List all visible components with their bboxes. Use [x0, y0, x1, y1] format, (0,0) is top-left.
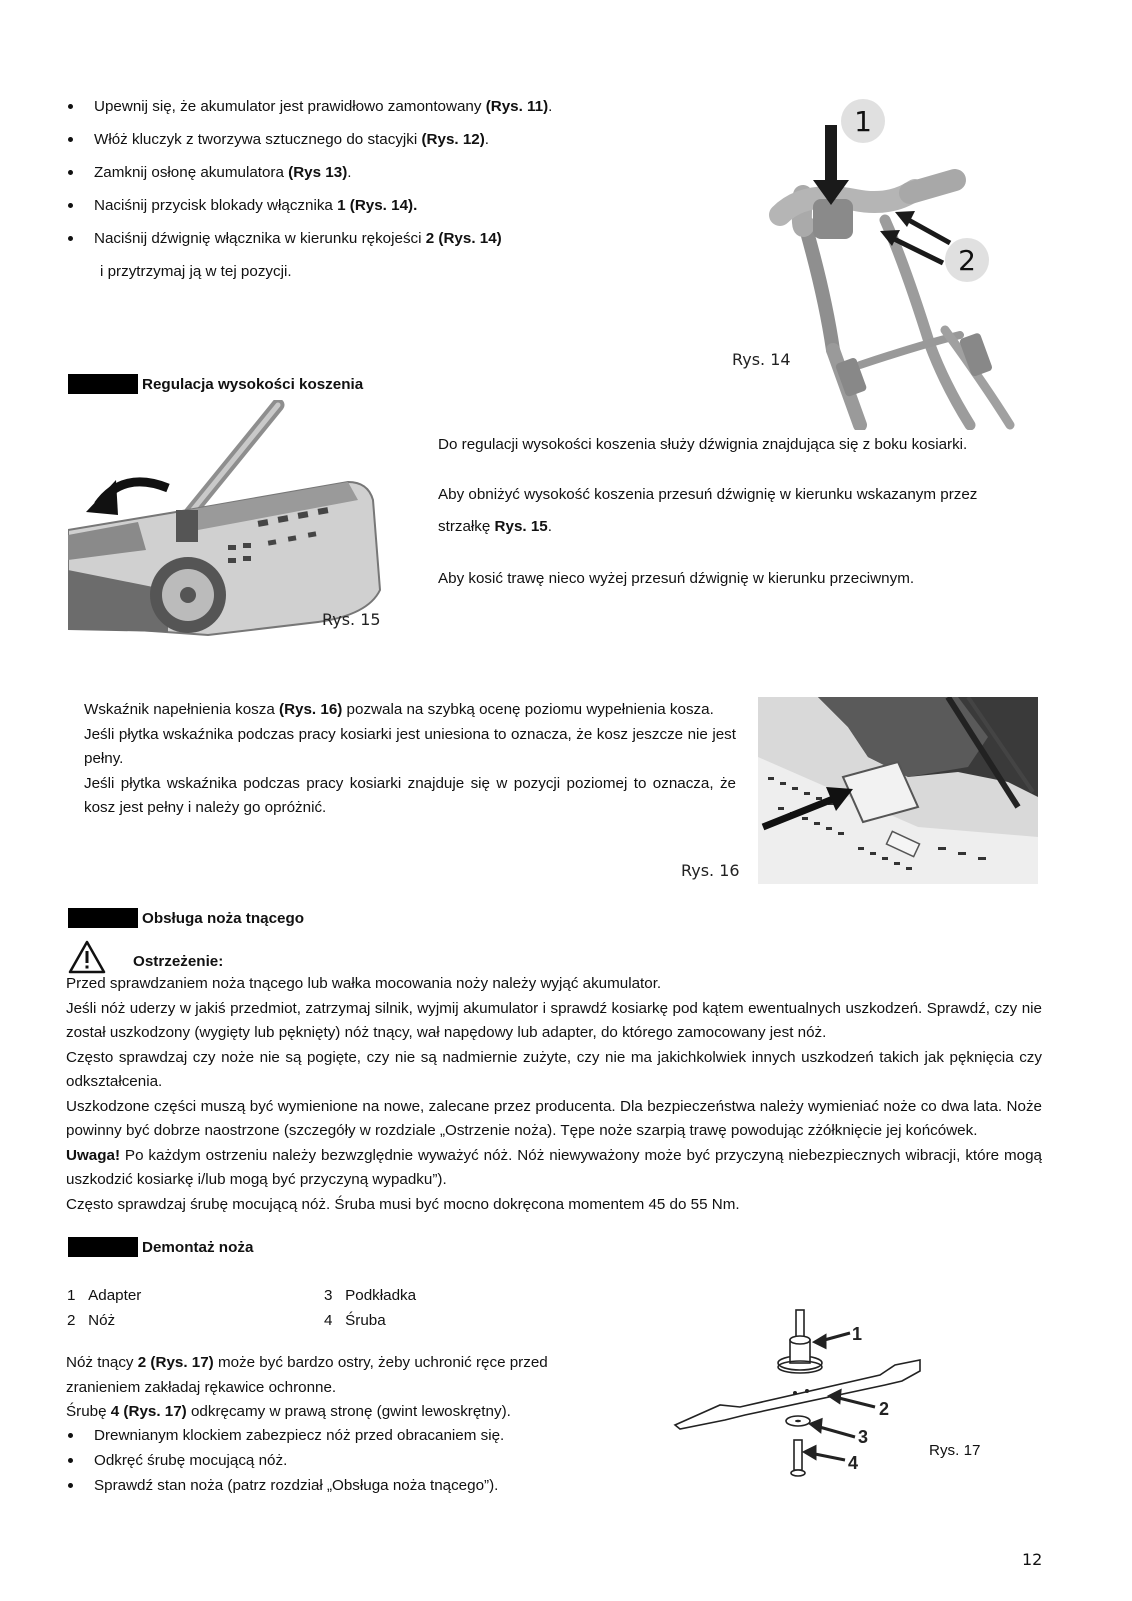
bullet-dot-icon	[68, 1433, 73, 1438]
part-number: 4	[324, 1312, 333, 1329]
text: Wskaźnik napełnienia kosza	[84, 701, 280, 718]
page-number: 12	[1022, 1550, 1043, 1569]
text: Po każdym ostrzeniu należy bezwzględnie wyważyć nóż. Nóż niewyważony może być przyczyną niebezpiecznych wibracji, które mogą uszkodzić kosiarkę i/lub mogą być przyczyną wypadku”).	[66, 1146, 1042, 1188]
figure-ref: 2 (Rys. 17)	[137, 1354, 214, 1371]
removal-paragraph-2	[66, 1400, 566, 1425]
part-name: Adapter	[88, 1287, 142, 1304]
handle-figure	[745, 95, 1045, 430]
bullet-text: Włóż kluczyk z tworzywa sztucznego do stacyjki	[94, 131, 422, 148]
grass-bag-indicator-figure	[758, 697, 1038, 884]
bullet-text-end: .	[484, 131, 490, 148]
section-title: Demontaż noża	[142, 1238, 254, 1256]
text: odkręcamy w prawą stronę (gwint lewoskrętny).	[186, 1403, 511, 1420]
indicator-paragraph	[84, 698, 736, 821]
figure-17-caption: Rys. 17	[929, 1442, 981, 1459]
figure-ref: (Rys. 16)	[279, 701, 343, 718]
callout-1-label: 1	[852, 1324, 863, 1344]
figure-14-caption: Rys. 14	[732, 350, 791, 369]
bullet-text: Upewnij się, że akumulator jest prawidłowo zamontowany	[94, 98, 486, 115]
bullet-text-end: .	[548, 98, 553, 115]
bullet-text: Naciśnij przycisk blokady włącznika	[94, 197, 338, 214]
bullet-continuation: i przytrzymaj ją w tej pozycji.	[100, 263, 292, 280]
height-paragraph-3: Aby kosić trawę nieco wyżej przesuń dźwignię w kierunku przeciwnym.	[438, 570, 915, 587]
text: .	[547, 518, 552, 535]
height-paragraph-1: Do regulacji wysokości koszenia służy dźwignia znajdująca się z boku kosiarki.	[438, 436, 968, 453]
text: może być bardzo ostry, żeby uchronić ręce przed zranieniem zakładaj rękawice ochronne.	[66, 1354, 548, 1396]
section-bar	[68, 1237, 138, 1257]
bullet-item	[68, 222, 552, 255]
bullet-text-end: .	[347, 164, 352, 181]
blade-paragraph-2: Jeśli nóż uderzy w jakiś przedmiot, zatrzymaj silnik, wyjmij akumulator i sprawdź kosiarkę pod kątem ewentualnych uszkodzeń. Sprawdź, czy nie został uszkodzony (wygięty lub pęknięty) nóż tnący, wał napędowy lub adapter, do którego zamocowany jest nóż.	[66, 999, 1042, 1041]
part-item	[67, 1308, 115, 1333]
part-name: Nóż	[88, 1312, 116, 1329]
removal-bullet-list	[68, 1423, 504, 1498]
removal-paragraph-1	[66, 1351, 566, 1400]
bullet-text: Naciśnij dźwignię włącznika w kierunku rękojeści	[94, 230, 426, 247]
section-bar	[68, 908, 138, 928]
part-name: Śruba	[345, 1312, 386, 1329]
note-label: Uwaga!	[66, 1146, 121, 1164]
bullet-dot-icon	[68, 137, 73, 142]
figure-15-caption: Rys. 15	[322, 610, 381, 629]
figure-ref: 1 (Rys. 14).	[337, 197, 418, 214]
section-heading-height	[68, 374, 363, 394]
figure-16-caption: Rys. 16	[681, 861, 740, 880]
switch-box	[813, 199, 853, 239]
figure-ref: 4 (Rys. 17)	[110, 1403, 187, 1420]
bullet-item	[68, 189, 552, 222]
callout-2-label: 2	[879, 1399, 890, 1419]
part-number: 2	[67, 1312, 76, 1329]
blade-paragraph-3: Często sprawdzaj czy noże nie są pogięte, czy nie są nadmiernie zużyte, czy nie ma jakichkolwiek innych uszkodzeń takich jak pęknięcia czy odkształcenia.	[66, 1048, 1042, 1090]
bullet-item	[68, 90, 552, 123]
bullet-dot-icon	[68, 1483, 73, 1488]
section-title: Obsługa noża tnącego	[142, 909, 305, 927]
figure-ref: (Rys. 12)	[421, 131, 485, 148]
text: pozwala na szybką ocenę poziomu wypełnienia kosza.	[342, 701, 714, 718]
bullet-dot-icon	[68, 104, 73, 109]
bullet-item	[68, 1473, 504, 1498]
callout-2-label: 2	[958, 244, 976, 277]
blade-assembly-figure	[670, 1305, 940, 1490]
callout-4-label: 4	[848, 1453, 859, 1473]
text: strzałkę	[438, 518, 495, 535]
bullet-dot-icon	[68, 1458, 73, 1463]
bullet-text: Drewnianym klockiem zabezpiecz nóż przed obracaniem się.	[94, 1427, 505, 1444]
part-number: 1	[67, 1287, 76, 1304]
section-bar	[68, 374, 138, 394]
height-paragraph-2-line-1: Aby obniżyć wysokość koszenia przesuń dźwignię w kierunku wskazanym przez	[438, 486, 978, 503]
callout-1-label: 1	[854, 105, 872, 138]
curved-arrow-icon	[86, 480, 118, 515]
warning-title: Ostrzeżenie:	[133, 953, 224, 970]
part-number: 3	[324, 1287, 333, 1304]
removal-paragraphs	[66, 1351, 566, 1425]
text: Nóż tnący	[66, 1354, 138, 1371]
part-item	[67, 1283, 141, 1308]
bullet-text: Sprawdź stan noża (patrz rozdział „Obsługa noża tnącego”).	[94, 1477, 499, 1494]
bullet-dot-icon	[68, 236, 73, 241]
bullet-item	[68, 156, 552, 189]
part-item	[324, 1283, 416, 1308]
bullet-dot-icon	[68, 203, 73, 208]
blade-paragraph-6: Często sprawdzaj śrubę mocującą nóż. Śruba musi być mocno dokręcona momentem 45 do 55 Nm.	[66, 1195, 740, 1213]
top-bullet-list	[68, 90, 552, 255]
blade-paragraphs	[66, 972, 1042, 1217]
indicator-line-1	[84, 698, 736, 723]
section-heading-blade	[68, 908, 304, 928]
indicator-line-2: Jeśli płytka wskaźnika podczas pracy kosiarki jest uniesiona to oznacza, że kosz jeszcze nie jest pełny.	[84, 725, 736, 767]
part-name: Podkładka	[345, 1287, 417, 1304]
section-heading-removal	[68, 1237, 253, 1257]
warning-icon	[68, 940, 106, 974]
part-item	[324, 1308, 386, 1333]
blade-paragraph-4: Uszkodzone części muszą być wymienione na nowe, zalecane przez producenta. Dla bezpieczeństwa należy wymieniać noże co dwa lata. Noże powinny być dobrze naostrzone (szczegóły w rozdziale „Ostrzenie noża). Tępe noże szarpią trawę powodując zżółknięcie jej końcówek.	[66, 1097, 1042, 1139]
bullet-text: Zamknij osłonę akumulatora	[94, 164, 289, 181]
diagonal-arrows-icon	[880, 211, 950, 263]
figure-ref: (Rys. 11)	[485, 98, 549, 115]
height-paragraph-2-line-2	[438, 514, 552, 539]
blade-paragraph-1: Przed sprawdzaniem noża tnącego lub wałka mocowania noży należy wyjąć akumulator.	[66, 975, 662, 992]
figure-ref: 2 (Rys. 14)	[425, 230, 502, 247]
bullet-item	[68, 1448, 504, 1473]
figure-ref: (Rys 13)	[288, 164, 348, 181]
text: Śrubę	[66, 1403, 111, 1420]
bullet-item	[68, 1423, 504, 1448]
bullet-dot-icon	[68, 170, 73, 175]
section-title: Regulacja wysokości koszenia	[142, 375, 364, 393]
bullet-text: Odkręć śrubę mocującą nóż.	[94, 1452, 288, 1469]
callout-3-label: 3	[858, 1427, 869, 1447]
indicator-line-3: Jeśli płytka wskaźnika podczas pracy kosiarki znajduje się w pozycji poziomej to oznacza, że kosz jest pełny i należy go opróżnić.	[84, 774, 736, 816]
screw-part	[791, 1440, 805, 1476]
figure-ref: Rys. 15	[494, 518, 548, 535]
bullet-item	[68, 123, 552, 156]
blade-paragraph-5	[66, 1144, 1042, 1193]
